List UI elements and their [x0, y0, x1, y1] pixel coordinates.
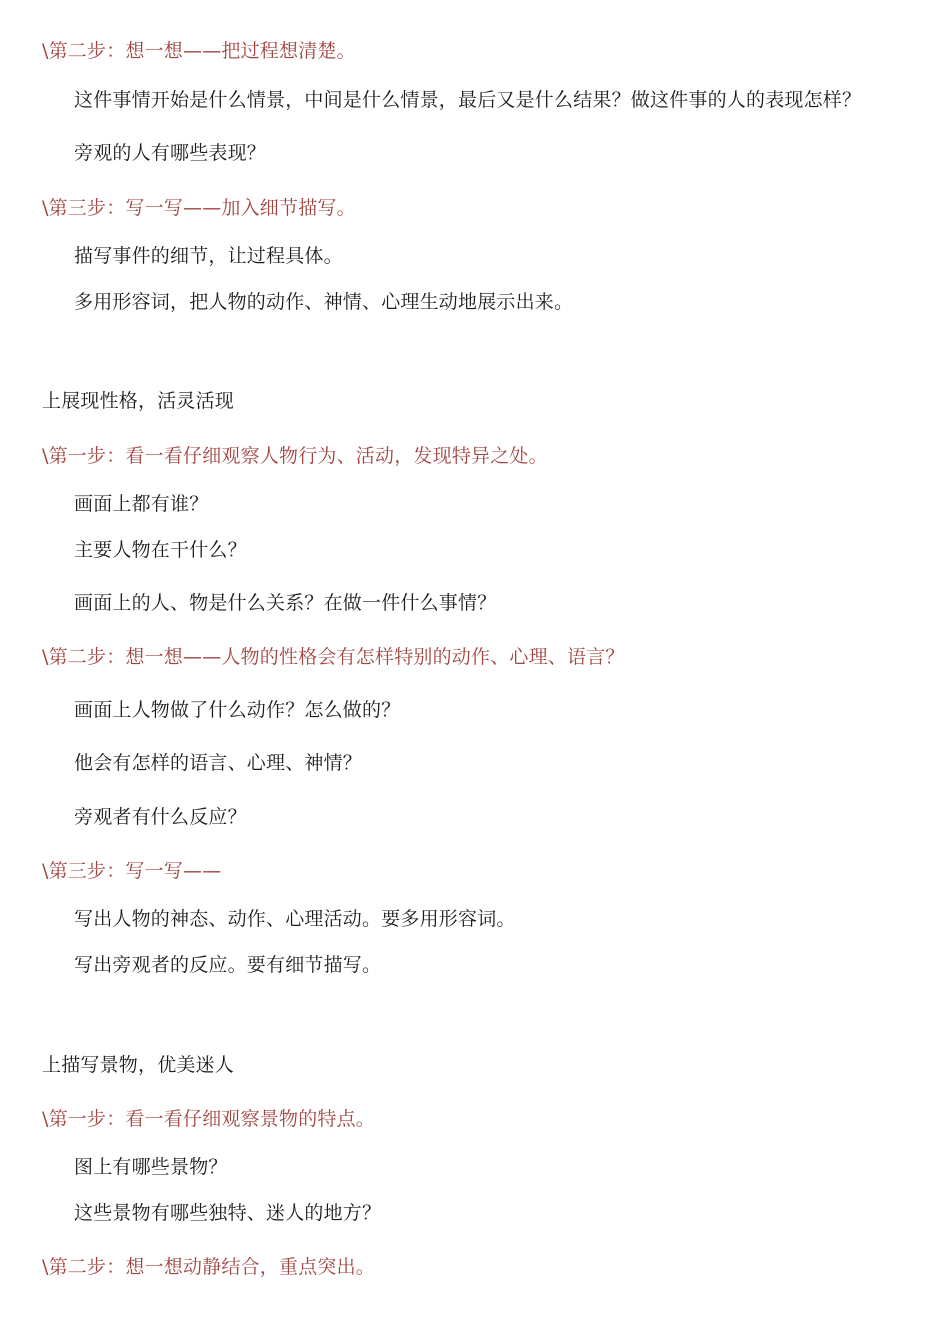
- step-one-heading: \第一步：看一看仔细观察人物行为、活动，发现特异之处。: [42, 445, 548, 467]
- body-line: 写出旁观者的反应。要有细节描写。: [74, 954, 382, 976]
- body-line: 多用形容词，把人物的动作、神情、心理生动地展示出来。: [74, 291, 574, 313]
- body-line: 这些景物有哪些独特、迷人的地方？: [74, 1202, 382, 1224]
- step-three-heading: \第三步：写一写——: [42, 860, 222, 882]
- body-line: 主要人物在干什么？: [74, 539, 247, 561]
- step-two-heading: \第二步：想一想动静结合，重点突出。: [42, 1256, 376, 1278]
- section-heading-character: 上展现性格，活灵活现: [42, 390, 235, 412]
- body-line: 画面上的人、物是什么关系？在做一件什么事情？: [74, 592, 497, 614]
- body-line: 旁观者有什么反应？: [74, 806, 247, 828]
- step-one-heading: \第一步：看一看仔细观察景物的特点。: [42, 1108, 376, 1130]
- step-three-heading: \第三步：写一写——加入细节描写。: [42, 197, 356, 219]
- body-line: 他会有怎样的语言、心理、神情？: [74, 752, 363, 774]
- body-line: 描写事件的细节，让过程具体。: [74, 245, 343, 267]
- section-heading-scenery: 上描写景物，优美迷人: [42, 1054, 235, 1076]
- body-line: 这件事情开始是什么情景，中间是什么情景，最后又是什么结果？做这件事的人的表现怎样？: [74, 89, 862, 111]
- step-two-heading: \第二步：想一想——把过程想清楚。: [42, 40, 356, 62]
- body-line: 图上有哪些景物？: [74, 1156, 228, 1178]
- body-line: 画面上都有谁？: [74, 493, 209, 515]
- body-line: 画面上人物做了什么动作？怎么做的？: [74, 699, 401, 721]
- body-line: 写出人物的神态、动作、心理活动。要多用形容词。: [74, 908, 516, 930]
- step-two-heading: \第二步：想一想——人物的性格会有怎样特别的动作、心理、语言？: [42, 646, 625, 668]
- body-line: 旁观的人有哪些表现？: [74, 142, 267, 164]
